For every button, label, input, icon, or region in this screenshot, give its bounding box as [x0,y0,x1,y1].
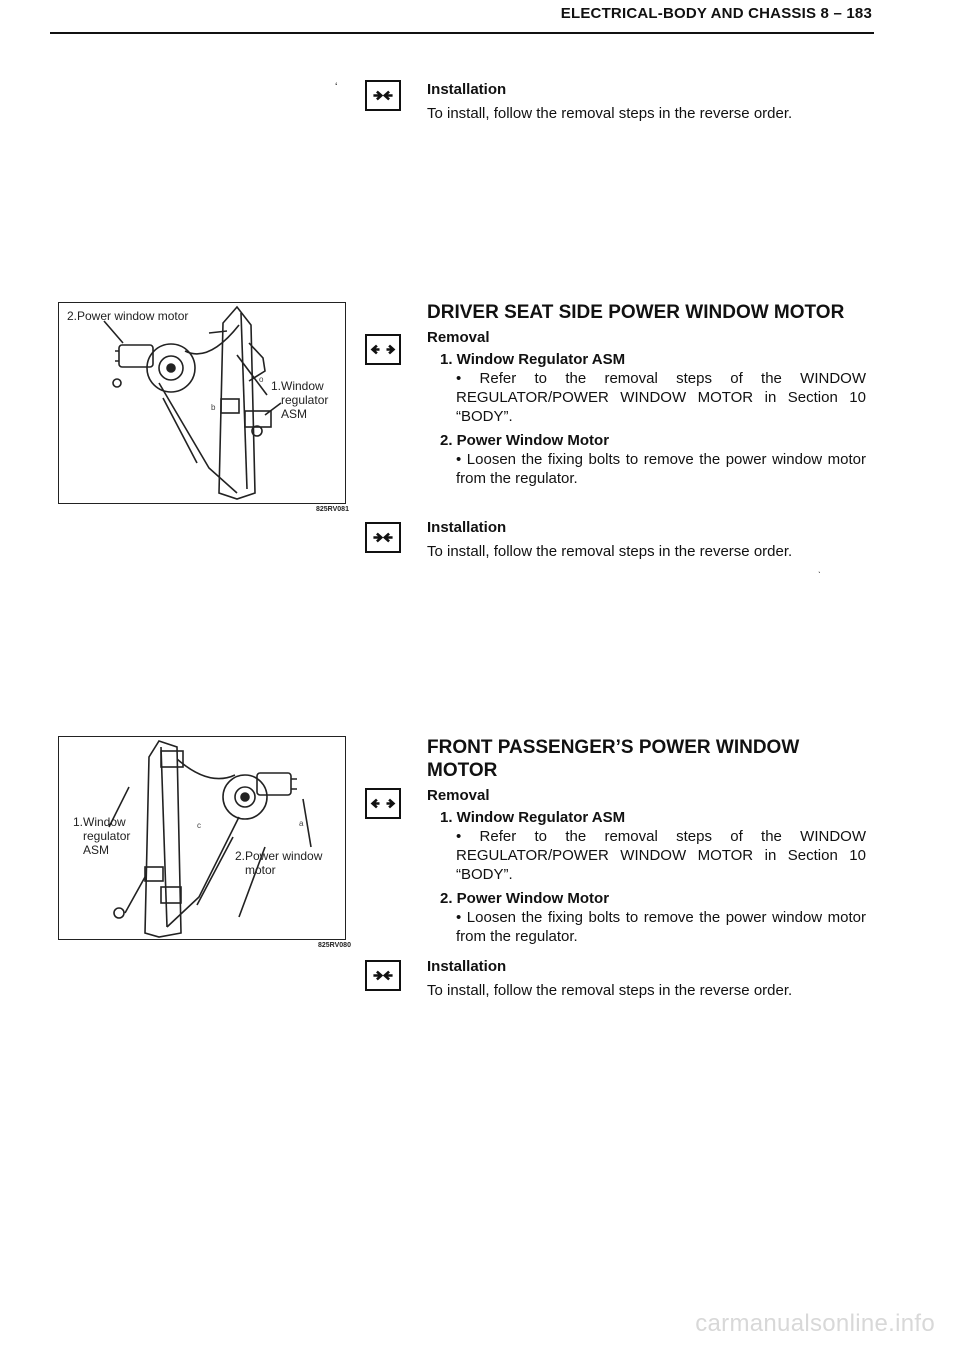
install-arrows-icon [365,522,401,553]
passenger-step1-title: 1. Window Regulator ASM [440,809,626,826]
stray-mark: ‘ [335,81,338,93]
watermark[interactable]: carmanualsonline.info [695,1310,935,1337]
driver-step2-title: 2. Power Window Motor [440,432,610,449]
passenger-section-title-line2: MOTOR [427,760,498,781]
figure2-label-motor-line1: 2.Power window [235,849,323,863]
figure2-code: 825RV080 [318,942,351,949]
figure1-label-regulator-line2: regulator [281,393,329,407]
passenger-step1-text: • Refer to the removal steps of the WINDOW REGULATOR/POWER WINDOW MOTOR in Section 10 “BODY”. [456,828,866,883]
passenger-step2-text: • Loosen the fixing bolts to remove the power window motor from the regulator. [456,909,866,945]
top-installation-heading: Installation [427,81,507,98]
figure2-label-regulator-line1: 1.Window [73,815,126,829]
figure2-label-regulator-line3: ASM [83,843,110,857]
figure-passenger-window-regulator [58,736,346,940]
page-header-title: ELECTRICAL-BODY AND CHASSIS 8 – 183 [560,5,872,22]
removal-arrows-icon [365,334,401,365]
passenger-installation-text: To install, follow the removal steps in the reverse order. [427,982,793,999]
figure2-tick-a: c [197,821,201,830]
figure2-label-motor-line2: motor [245,863,276,877]
driver-section-title: DRIVER SEAT SIDE POWER WINDOW MOTOR [427,302,845,323]
removal-arrows-icon [365,788,401,819]
figure1-code: 825RV081 [316,506,349,513]
passenger-installation-heading: Installation [427,958,507,975]
figure1-tick-b: o [259,375,264,384]
figure2-label-regulator-line2: regulator [83,829,131,843]
figure1-label-motor: 2.Power window motor [67,309,189,323]
figure1-label-regulator-line1: 1.Window [271,379,324,393]
driver-installation-text: To install, follow the removal steps in the reverse order. [427,543,793,560]
passenger-step2-title: 2. Power Window Motor [440,890,610,907]
figure1-tick-a: b [211,403,216,412]
passenger-section-title-line1: FRONT PASSENGER’S POWER WINDOW [427,737,800,758]
figure1-label-regulator-line3: ASM [281,407,308,421]
driver-stray-mark: ˎ [818,563,821,573]
driver-installation-heading: Installation [427,519,507,536]
passenger-removal-heading: Removal [427,787,490,804]
header-rule [50,32,874,34]
figure2-tick-b: a [299,819,304,828]
install-arrows-icon [365,960,401,991]
driver-step1-text: • Refer to the removal steps of the WINDOW REGULATOR/POWER WINDOW MOTOR in Section 10 “BODY”. [456,370,866,425]
driver-step1-title: 1. Window Regulator ASM [440,351,626,368]
figure-driver-window-regulator [58,302,346,504]
top-installation-text: To install, follow the removal steps in the reverse order. [427,105,793,122]
driver-removal-heading: Removal [427,329,490,346]
driver-step2-text: • Loosen the fixing bolts to remove the power window motor from the regulator. [456,451,866,487]
install-arrows-icon [365,80,401,111]
